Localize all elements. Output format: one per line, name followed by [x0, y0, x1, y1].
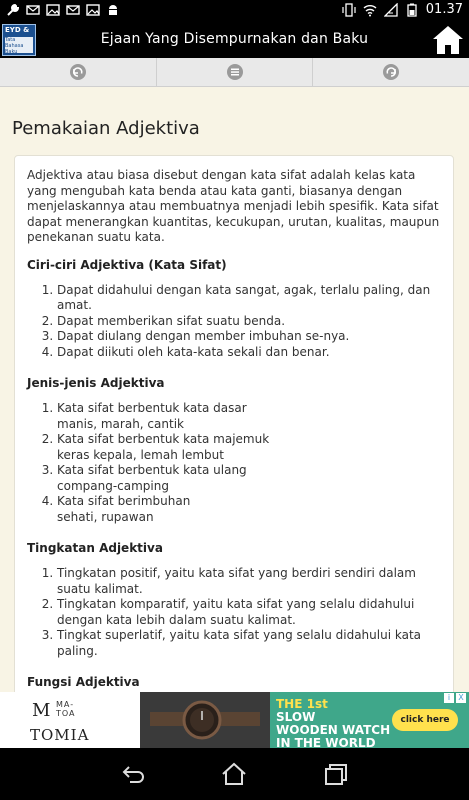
- back-icon: [120, 762, 148, 786]
- app-logo-line2: Tata Bahasa Baku: [5, 37, 33, 53]
- system-indicators: [342, 2, 463, 17]
- ad-brand-block: [0, 692, 140, 748]
- home-button[interactable]: [431, 23, 465, 56]
- ad-watch-image: [140, 692, 270, 748]
- section-heading-tingkatan: Tingkatan Adjektiva: [27, 541, 163, 555]
- previous-button[interactable]: [0, 58, 157, 86]
- page-title: Pemakaian Adjektiva: [12, 118, 200, 139]
- content-area[interactable]: [0, 87, 469, 692]
- android-icon: [106, 3, 120, 17]
- mail-icon: [26, 3, 40, 17]
- list-item: 1. Kata sifat berbentuk kata dasar manis, marah, cantik: [57, 401, 441, 432]
- menu-button[interactable]: [157, 58, 314, 86]
- list-tingkatan: [27, 566, 441, 659]
- status-bar: [0, 0, 469, 22]
- list-item: 2. Tingkatan komparatif, yaitu kata sifat yang selalu didahului dengan kata lebih dalam suatu kalimat.: [57, 597, 441, 628]
- notification-icons: [6, 3, 120, 17]
- recents-icon: [322, 762, 350, 786]
- ad-brand-name: TOMIA: [30, 726, 90, 744]
- system-back-button[interactable]: [120, 762, 148, 786]
- next-button[interactable]: [313, 58, 469, 86]
- list-item-example: sehati, rupawan: [57, 509, 154, 524]
- app-bar: [0, 22, 469, 58]
- app-logo-line1: EYD &: [5, 26, 30, 34]
- system-recents-button[interactable]: [322, 762, 350, 786]
- ad-info-icon[interactable]: i: [444, 693, 454, 703]
- ad-message-block: [270, 692, 469, 748]
- list-item-example: keras kepala, lemah lembut: [57, 447, 224, 462]
- app-title: Ejaan Yang Disempurnakan dan Baku: [100, 31, 369, 47]
- list-item: 2. Dapat memberikan sifat suatu benda.: [57, 314, 441, 330]
- ad-brand-small: MA- TOA: [56, 700, 76, 718]
- wifi-icon: [363, 3, 377, 17]
- list-jenis: [27, 401, 441, 525]
- vibrate-icon: [342, 3, 356, 17]
- back-arrow-icon: [69, 63, 87, 81]
- section-heading-ciri: Ciri-ciri Adjektiva (Kata Sifat): [27, 257, 227, 272]
- article-card: [14, 155, 454, 692]
- house-icon: [431, 23, 465, 56]
- forward-arrow-icon: [382, 63, 400, 81]
- menu-list-icon: [226, 63, 244, 81]
- ad-brand-letter: M: [32, 700, 51, 721]
- image-icon: [86, 3, 100, 17]
- system-home-button[interactable]: [220, 762, 248, 786]
- list-item: 3. Dapat diulang dengan member imbuhan se-nya.: [57, 329, 441, 345]
- home-icon: [220, 762, 248, 786]
- section-heading-jenis: Jenis-jenis Adjektiva: [27, 376, 165, 390]
- list-item-example: manis, marah, cantik: [57, 416, 184, 431]
- battery-icon: [405, 3, 419, 17]
- list-ciri: [27, 283, 441, 361]
- ad-headline: THE 1st SLOW WOODEN WATCH IN THE WORLD: [276, 697, 391, 748]
- ad-cta-button[interactable]: click here: [392, 709, 458, 731]
- navigation-strip: [0, 58, 469, 87]
- signal-icon: [384, 3, 398, 17]
- list-item: 2. Kata sifat berbentuk kata majemuk keras kepala, lemah lembut: [57, 432, 441, 463]
- list-item: 1. Tingkatan positif, yaitu kata sifat yang berdiri sendiri dalam suatu kalimat.: [57, 566, 441, 597]
- ad-close-icon[interactable]: X: [456, 693, 466, 703]
- section-heading-fungsi: Fungsi Adjektiva: [27, 675, 140, 689]
- intro-paragraph: Adjektiva atau biasa disebut dengan kata sifat adalah kelas kata yang mengubah kata benda atau kata ganti, biasanya dengan menjelaskannya atau membuatnya menjadi lebih spesifik. Kata sifat dapat menerangkan kuantitas, kecukupan, urutan, kualitas, maupun penekanan suatu kata.: [27, 168, 440, 244]
- list-item: 4. Kata sifat berimbuhan sehati, rupawan: [57, 494, 441, 525]
- mail-icon: [66, 3, 80, 17]
- list-item-example: compang-camping: [57, 478, 169, 493]
- list-item: 4. Dapat diikuti oleh kata-kata sekali dan benar.: [57, 345, 441, 361]
- system-navigation-bar: [0, 748, 469, 800]
- ad-banner[interactable]: [0, 692, 469, 748]
- ad-close-controls[interactable]: [444, 693, 466, 705]
- image-icon: [46, 3, 60, 17]
- list-item: 1. Dapat didahului dengan kata sangat, agak, terlalu paling, dan amat.: [57, 283, 441, 314]
- list-item: 3. Tingkat superlatif, yaitu kata sifat yang selalu didahului kata paling.: [57, 628, 441, 659]
- clock: 01.37: [425, 2, 463, 17]
- wrench-icon: [6, 3, 20, 17]
- list-item: 3. Kata sifat berbentuk kata ulang compang-camping: [57, 463, 441, 494]
